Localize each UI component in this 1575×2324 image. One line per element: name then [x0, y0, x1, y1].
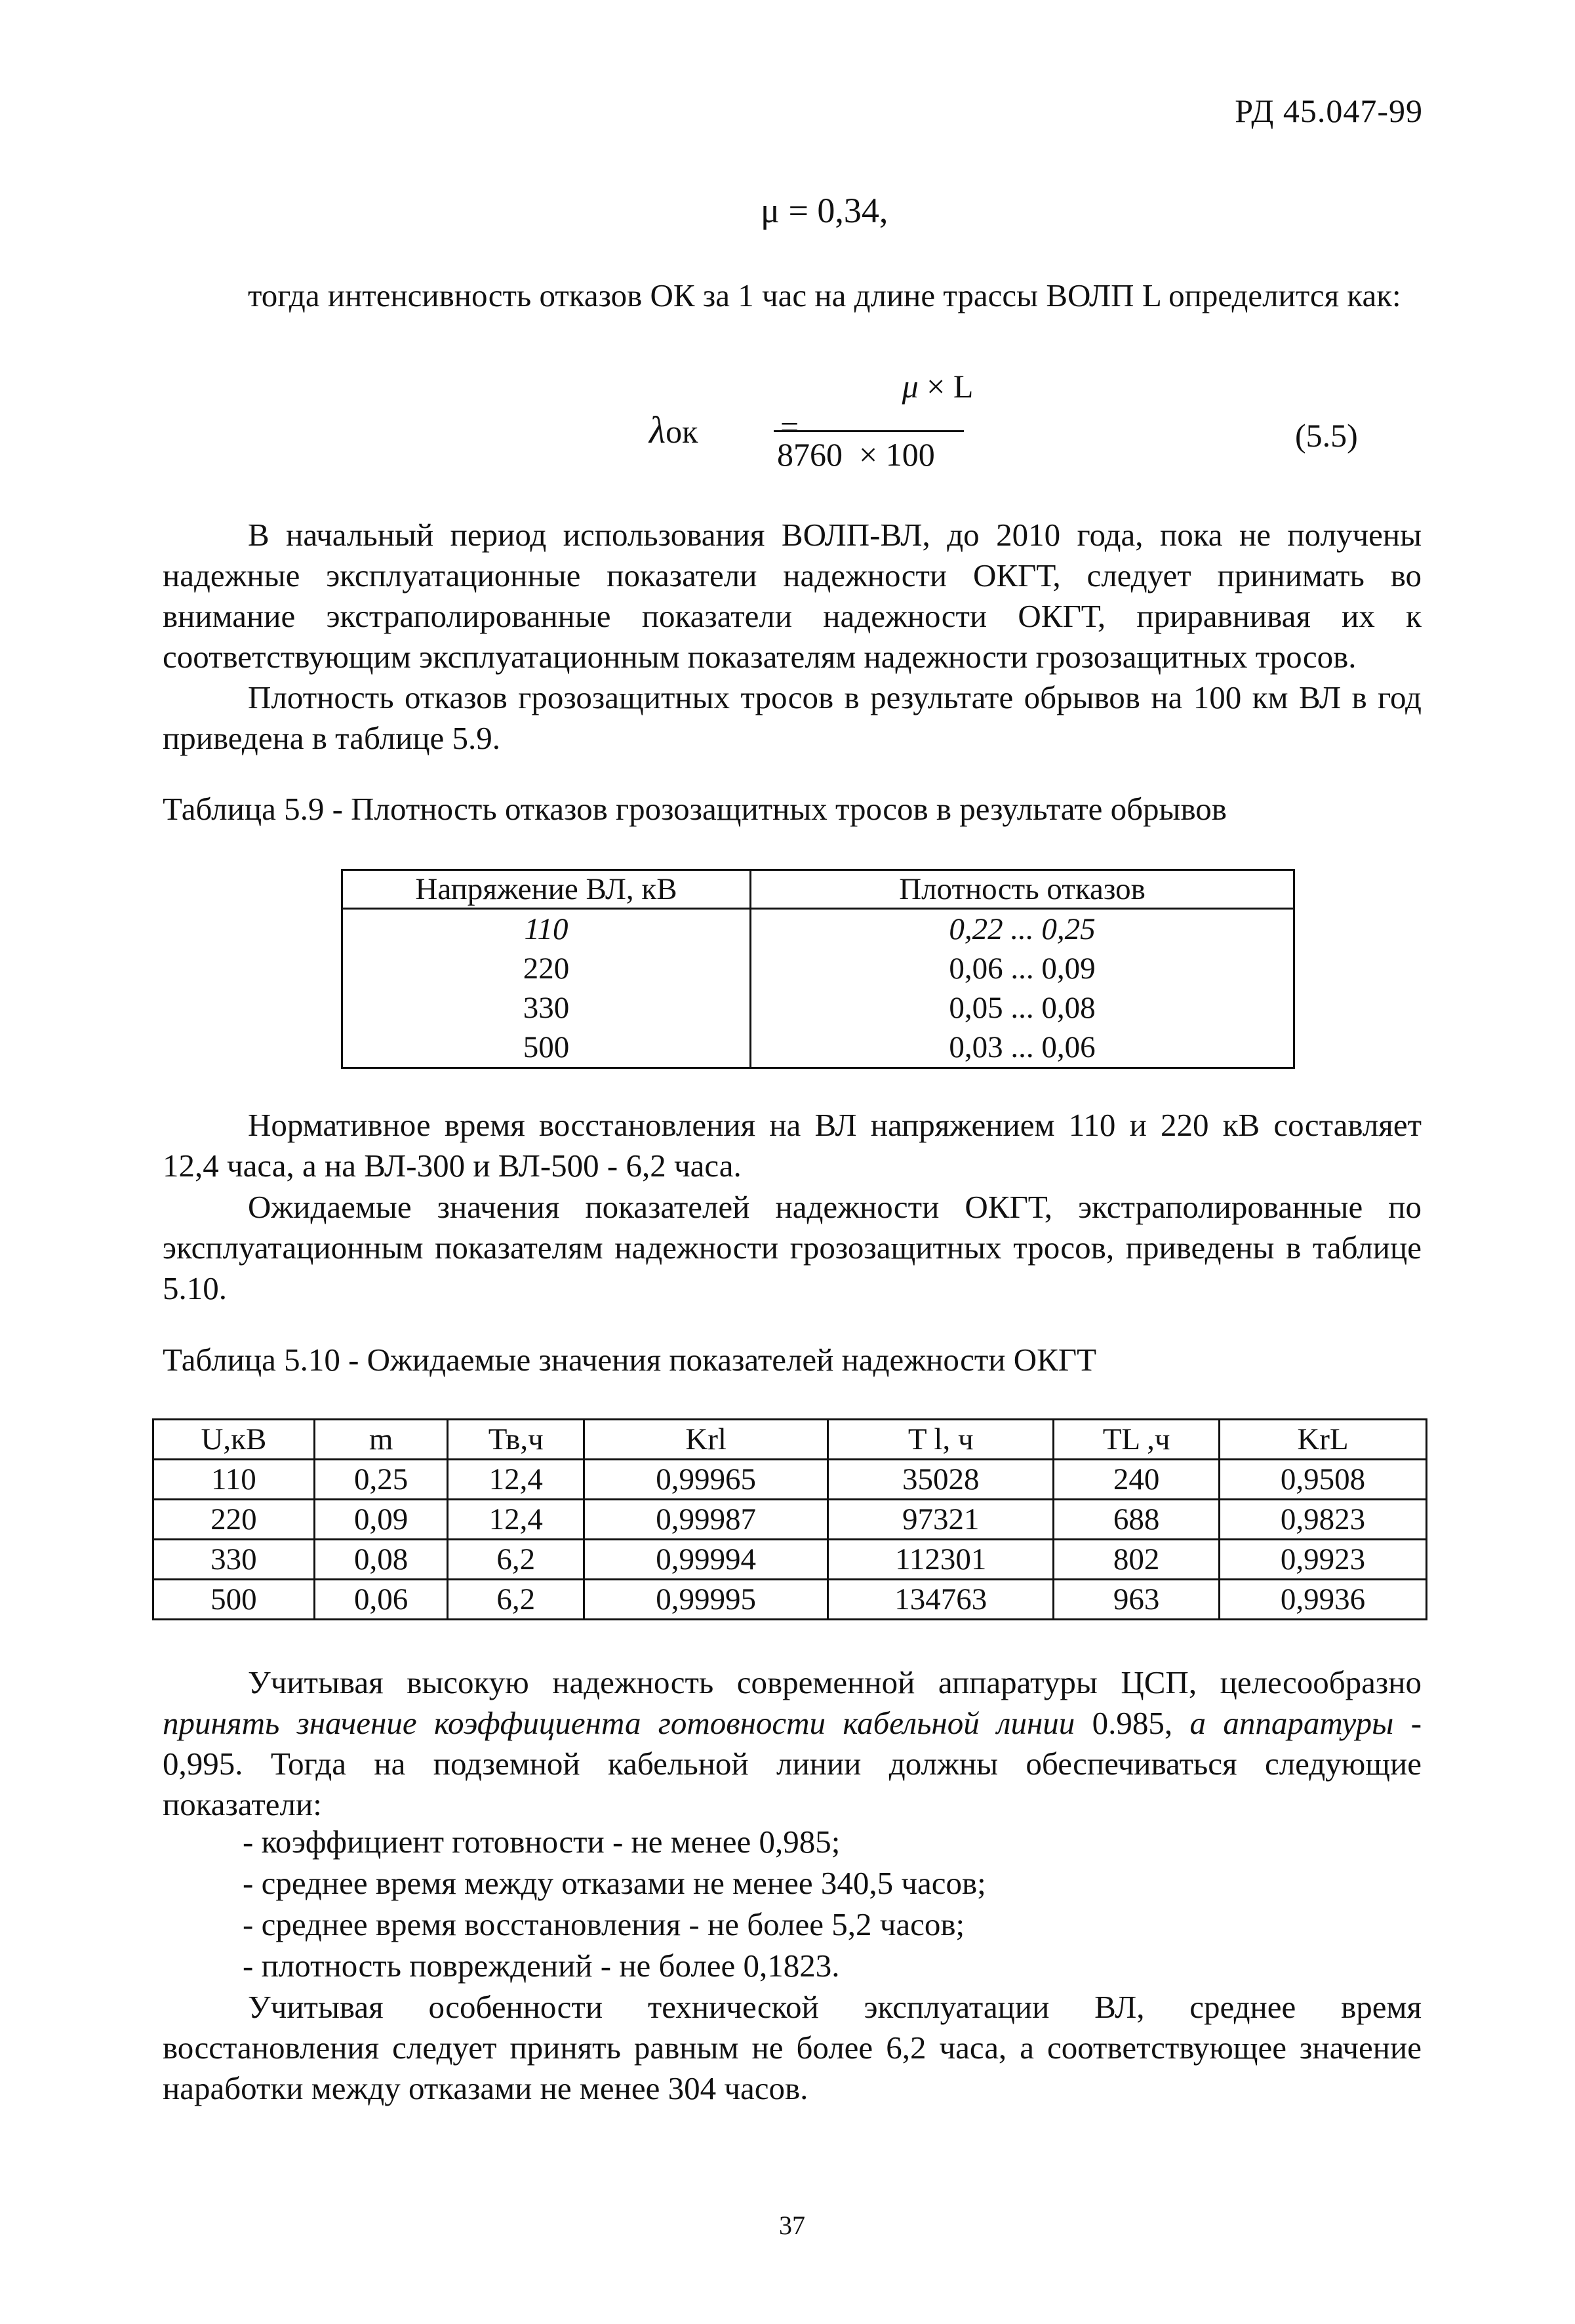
paragraph-equipment-text-5: 0,995. Тогда на подземной кабельной линии должны обеспечиваться следующие показатели: [163, 1746, 1422, 1822]
table-header-cell: Krl [584, 1420, 828, 1460]
table-cell: 688 [1054, 1500, 1220, 1540]
paragraph-operation-features [163, 1987, 1422, 2109]
numerator-mu: μ [902, 368, 919, 405]
paragraph-recovery-time-text: Нормативное время восстановления на ВЛ напряжением 110 и 220 кВ составляет 12,4 часа, а на ВЛ-300 и ВЛ-500 - 6,2 часа. [163, 1107, 1422, 1184]
table-cell: 6,2 [448, 1540, 584, 1580]
paragraph-failure-density [163, 677, 1422, 759]
formula-5-5 [649, 367, 1239, 479]
table-row [342, 1028, 1294, 1068]
intro-text: тогда интенсивность отказов ОК за 1 час на длине трассы ВОЛП L определится как: [248, 277, 1401, 313]
table-header-cell: KrL [1220, 1420, 1427, 1460]
table-cell: 0,99987 [584, 1500, 828, 1540]
formula-equals: = [780, 409, 799, 445]
table-cell: 0,9508 [1220, 1460, 1427, 1500]
numerator-rest: × L [918, 368, 974, 405]
table-header-cell: TL ,ч [1054, 1420, 1220, 1460]
table-header-cell: T l, ч [828, 1420, 1054, 1460]
formula-number: (5.5) [1295, 417, 1358, 454]
table-cell: 0,99995 [584, 1580, 828, 1620]
table-cell: 6,2 [448, 1580, 584, 1620]
table-cell: 0,06 [314, 1580, 448, 1620]
document-code: РД 45.047-99 [1235, 92, 1423, 129]
table-5-9-caption: Таблица 5.9 - Плотность отказов грозозащитных тросов в результате обрывов [163, 791, 1227, 827]
table-cell: 12,4 [448, 1460, 584, 1500]
table-cell: 0,22 ... 0,25 [751, 909, 1294, 950]
table-cell: 134763 [828, 1580, 1054, 1620]
table-cell: 35028 [828, 1460, 1054, 1500]
table-row [342, 909, 1294, 950]
table-cell: 0,9936 [1220, 1580, 1427, 1620]
table-header-row [342, 870, 1294, 909]
table-cell: 0,25 [314, 1460, 448, 1500]
table-cell: 0,05 ... 0,08 [751, 988, 1294, 1028]
table-5-10-caption: Таблица 5.10 - Ожидаемые значения показателей надежности ОКГТ [163, 1342, 1097, 1378]
formula-denominator: 8760 × 100 [777, 436, 935, 473]
paragraph-initial-period-text: В начальный период использования ВОЛП-ВЛ, до 2010 года, пока не получены надежные эксплуатационные показатели надежности ОКГТ, следует принимать во внимание экстраполированные показатели надежности ОКГТ, приравнивая их к соответствующим эксплуатационным показателям надежности грозозащитных тросов. [163, 517, 1422, 675]
paragraph-equipment-text-2: принять значение коэффициента готовности кабельной линии [163, 1705, 1092, 1741]
table-5-9 [341, 869, 1295, 1069]
table-cell: 220 [153, 1500, 315, 1540]
table-cell: 330 [153, 1540, 315, 1580]
table-cell: 0,08 [314, 1540, 448, 1580]
table-row [153, 1460, 1427, 1500]
table-header-cell: Плотность отказов [751, 870, 1294, 909]
table-header-cell: Тв,ч [448, 1420, 584, 1460]
table-cell: 220 [523, 952, 570, 986]
formula-numerator [833, 367, 1043, 405]
intro-paragraph [163, 275, 1422, 316]
lambda-subscript: ок [666, 413, 698, 450]
table-row [342, 988, 1294, 1028]
paragraph-equipment-text-3: 0.985, [1092, 1705, 1190, 1741]
table-cell: 0,99965 [584, 1460, 828, 1500]
table-cell: 500 [523, 1030, 570, 1064]
table-cell: 0,9923 [1220, 1540, 1427, 1580]
table-row [342, 949, 1294, 988]
table-cell: 0,9823 [1220, 1500, 1427, 1540]
table-header-cell: Напряжение ВЛ, кВ [342, 870, 751, 909]
paragraph-equipment-text-4: а аппаратуры - [1189, 1705, 1422, 1741]
list-item: - среднее время восстановления - не более 5,2 часов; [243, 1906, 965, 1942]
table-cell: 110 [153, 1460, 315, 1500]
list-item: - среднее время между отказами не менее 340,5 часов; [243, 1865, 986, 1901]
table-header-row [153, 1420, 1427, 1460]
table-cell: 0,06 ... 0,09 [751, 949, 1294, 988]
paragraph-expected-values-text: Ожидаемые значения показателей надежности ОКГТ, экстраполированные по эксплуатационным показателям надежности грозозащитных тросов, приведены в таблице 5.10. [163, 1189, 1422, 1306]
paragraph-equipment-text-1: Учитывая высокую надежность современной аппаратуры ЦСП, целесообразно [248, 1664, 1422, 1700]
table-cell: 802 [1054, 1540, 1220, 1580]
paragraph-failure-density-text: Плотность отказов грозозащитных тросов в результате обрывов на 100 км ВЛ в год приведена в таблице 5.9. [163, 679, 1422, 756]
table-cell: 330 [523, 991, 570, 1025]
table-header-cell: m [314, 1420, 448, 1460]
table-cell: 112301 [828, 1540, 1054, 1580]
table-row [153, 1500, 1427, 1540]
list-item: - плотность повреждений - не более 0,1823. [243, 1948, 840, 1984]
paragraph-operation-features-text: Учитывая особенности технической эксплуатации ВЛ, среднее время восстановления следует принять равным не более 6,2 часа, а соответствующее значение наработки между отказами не менее 304 часов. [163, 1989, 1422, 2106]
fraction-bar [774, 430, 964, 432]
page-number: 37 [779, 2211, 805, 2240]
table-cell: 97321 [828, 1500, 1054, 1540]
table-cell: 12,4 [448, 1500, 584, 1540]
paragraph-recovery-time [163, 1105, 1422, 1186]
table-5-10 [152, 1418, 1427, 1620]
table-cell: 0,03 ... 0,06 [751, 1028, 1294, 1068]
paragraph-equipment-reliability [163, 1662, 1422, 1825]
table-cell: 963 [1054, 1580, 1220, 1620]
paragraph-initial-period [163, 515, 1422, 677]
formula-lhs [649, 408, 698, 452]
table-row [153, 1540, 1427, 1580]
table-row [153, 1580, 1427, 1620]
mu-value-line: μ = 0,34, [761, 191, 888, 230]
table-cell: 0,99994 [584, 1540, 828, 1580]
lambda-symbol: λ [649, 409, 666, 451]
table-header-cell: U,кВ [153, 1420, 315, 1460]
table-cell: 0,09 [314, 1500, 448, 1540]
paragraph-expected-values [163, 1187, 1422, 1309]
table-cell: 110 [524, 912, 568, 946]
table-cell: 500 [153, 1580, 315, 1620]
list-item: - коэффициент готовности - не менее 0,985; [243, 1824, 841, 1860]
table-cell: 240 [1054, 1460, 1220, 1500]
